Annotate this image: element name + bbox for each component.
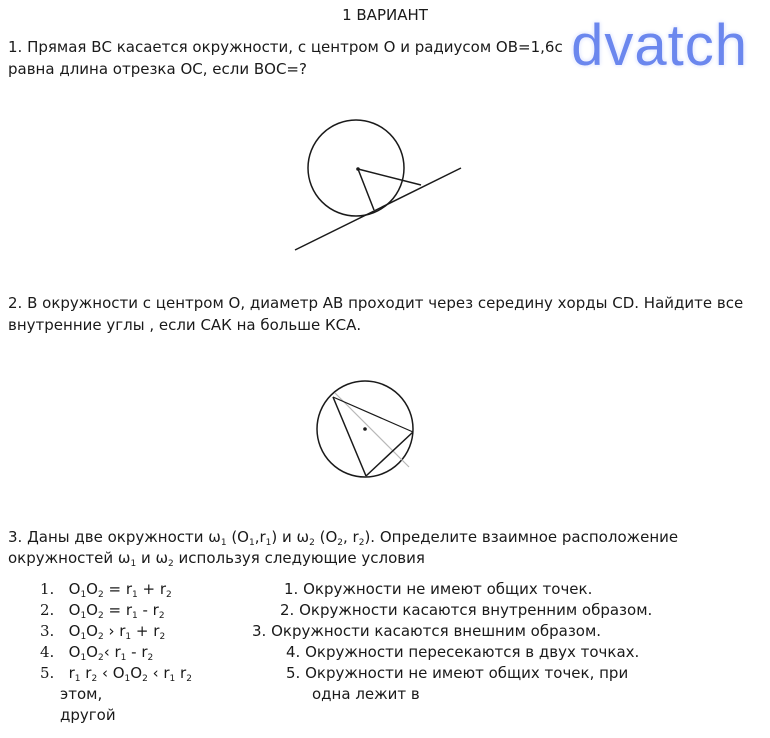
task2-center-point — [363, 427, 367, 431]
condition-5-continuation-1: этом, — [60, 685, 103, 703]
task3-text-line1: 3. Даны две окружности $\omega_1$ $(О_1,r_1)$ и $\omega_2$ ($О_2$, $r_2$). Определите взаимное расположение — [8, 528, 679, 548]
task1-text-line2: равна длина отрезка ОС, если ВОС=? — [8, 60, 307, 78]
answer-item-5: 5. Окружности не имеют общих точек, при — [286, 664, 629, 682]
condition-item-1: 1. $О_1О_2 = r_1 + r_2$ — [40, 580, 172, 600]
answer-item-3: 3. Окружности касаются внешним образом. — [252, 622, 602, 640]
condition-item-4: 4. $О_1О_2‹$ $r_1 - r_2$ — [40, 643, 154, 663]
task3-text-line2: окружностей $\omega_1$ и $\omega_2$ используя следующие условия — [8, 549, 425, 569]
answer-item-2: 2. Окружности касаются внутренним образом. — [280, 601, 653, 619]
task2-text-line2: внутренние углы , если САК на больше КСА. — [8, 316, 362, 334]
task2-text-line1: 2. В окружности с центром О, диаметр АВ проходит через середину хорды CD. Найдите все — [8, 294, 744, 312]
condition-5-continuation-2: другой — [60, 706, 116, 724]
watermark-logo: dvatch — [571, 13, 748, 78]
condition-item-3: 3. $О_1О_2$ › $r_1 + r_2$ — [40, 622, 166, 642]
task1-text-line1: 1. Прямая ВС касается окружности, с центром О и радиусом ОВ=1,6с — [8, 38, 563, 56]
task1-center-point — [356, 167, 360, 171]
answer-item-4: 4. Окружности пересекаются в двух точках. — [286, 643, 640, 661]
answer-item-1: 1. Окружности не имеют общих точек. — [284, 580, 593, 598]
task1-tangent-line — [295, 168, 461, 250]
task1-radius-ob — [358, 169, 374, 210]
condition-item-5: 5. $r_1$ $r_2$ ‹ $О_1О_2$ ‹ $r_1$ $r_2$ — [40, 664, 192, 684]
task2-figure — [0, 370, 770, 500]
task1-circle — [308, 120, 404, 216]
answer-5-continuation: одна лежит в — [312, 685, 420, 703]
condition-item-2: 2. $О_1О_2 = r_1 - r_2$ — [40, 601, 165, 621]
task1-segment-oc — [358, 169, 421, 185]
page-title: 1 ВАРИАНТ — [342, 6, 428, 24]
